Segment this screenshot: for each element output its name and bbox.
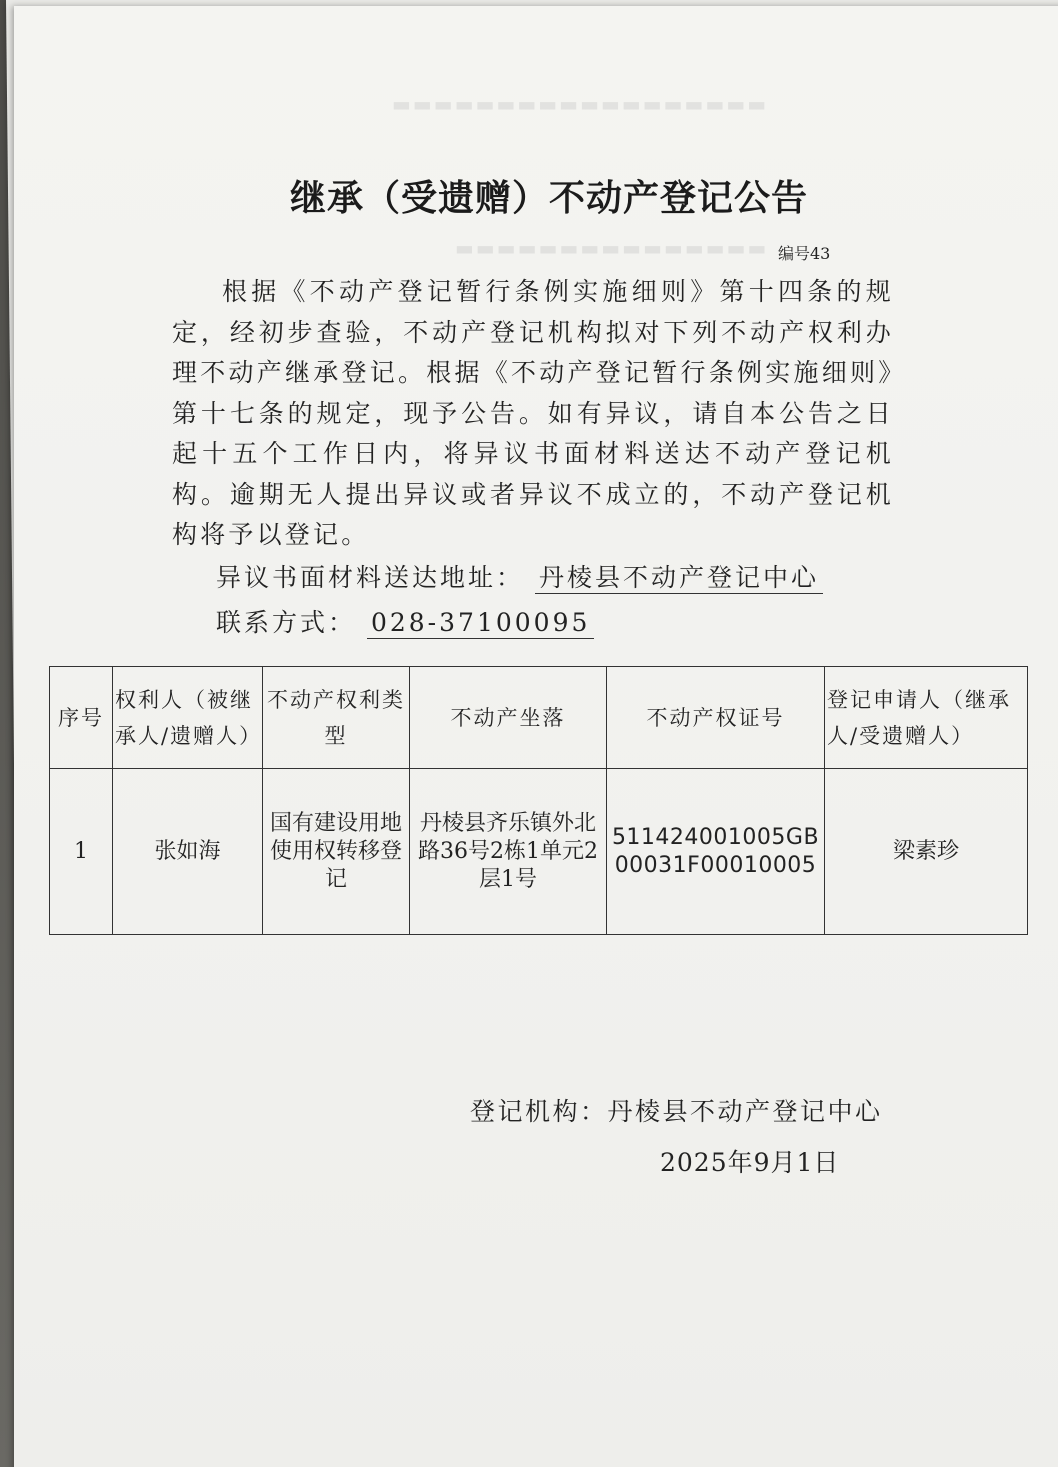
contact-phone: 028-37100095 <box>367 608 594 639</box>
notice-date: 2025年9月1日 <box>660 1148 840 1177</box>
header-right-holder: 权利人（被继承人/遗赠人） <box>113 667 263 769</box>
notice-title: 继承（受遗赠）不动产登记公告 <box>290 177 809 219</box>
header-seq: 序号 <box>50 667 113 769</box>
cell-right-type: 国有建设用地使用权转移登记 <box>263 769 410 935</box>
objection-address-label: 异议书面材料送达地址： <box>216 563 525 592</box>
cell-right-holder: 张如海 <box>113 769 263 935</box>
objection-address-value: 丹棱县不动产登记中心 <box>535 563 823 594</box>
header-certificate: 不动产权证号 <box>607 667 825 769</box>
show-through-text: ▬▬▬▬▬▬▬▬▬▬▬▬▬▬▬▬▬▬ <box>392 92 769 116</box>
objection-address-line <box>216 558 823 594</box>
cell-location: 丹棱县齐乐镇外北路36号2栋1单元2层1号 <box>410 769 607 935</box>
registration-authority <box>470 1092 883 1128</box>
header-right-type: 不动产权利类型 <box>263 667 410 769</box>
notice-body: 根据《不动产登记暂行条例实施细则》第十四条的规定，经初步查验，不动产登记机构拟对下列不动产权利办理不动产继承登记。根据《不动产登记暂行条例实施细则》第十七条的规定，现予公告。如有异议，请自本公告之日起十五个工作日内，将异议书面材料送达不动产登记机构。逾期无人提出异议或者异议不成立的，不动产登记机构将予以登记。 <box>172 277 894 549</box>
authority-name: 丹棱县不动产登记中心 <box>607 1097 883 1126</box>
cell-seq: 1 <box>50 769 113 935</box>
table-row <box>50 769 1028 935</box>
table-header-row <box>50 667 1028 769</box>
property-table <box>49 666 1028 935</box>
header-applicant: 登记申请人（继承人/受遗赠人） <box>825 667 1028 769</box>
authority-label: 登记机构： <box>470 1097 608 1126</box>
contact-line <box>216 603 594 639</box>
cell-applicant: 梁素珍 <box>825 769 1028 935</box>
header-location: 不动产坐落 <box>410 667 607 769</box>
document-number: 编号43 <box>778 244 831 263</box>
show-through-text: ▬▬▬▬▬▬▬▬▬▬▬▬▬▬▬ <box>455 236 769 260</box>
cell-certificate: 511424001005GB00031F00010005 <box>607 769 825 935</box>
contact-label: 联系方式： <box>216 608 357 637</box>
